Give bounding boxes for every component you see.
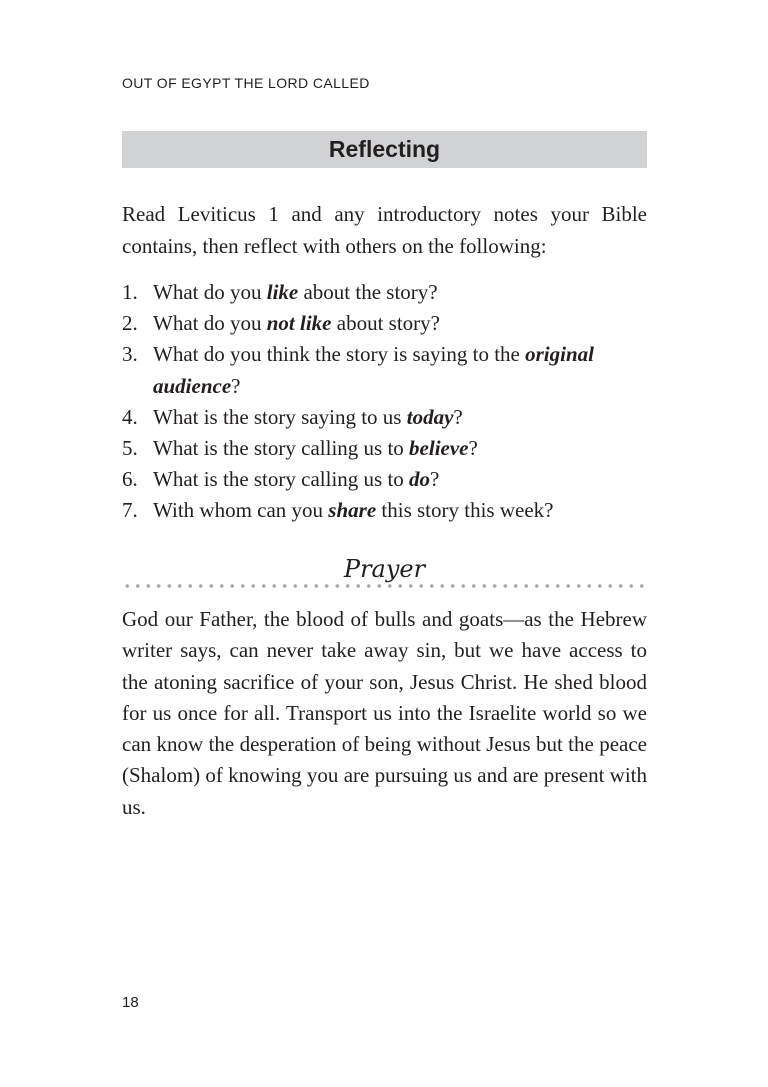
question-number: 7. [122,498,138,523]
list-item [122,433,647,464]
question-emphasis: do [409,467,431,492]
dotted-divider [122,584,647,588]
question-number: 3. [122,342,138,367]
list-item [122,308,647,339]
question-number: 2. [122,311,138,336]
question-emphasis: like [266,280,299,304]
running-head: OUT OF EGYPT THE LORD CALLED [122,75,370,91]
question-list [122,277,647,527]
question-text: What do you not like about story? [153,311,440,336]
list-item [122,495,647,526]
question-text: What do you like about the story? [153,280,438,304]
question-emphasis: original audience [153,342,594,398]
question-number: 5. [122,436,138,461]
question-emphasis: today [406,404,454,429]
question-text: What is the story saying to us today? [153,404,463,429]
list-item [122,464,647,495]
question-emphasis: share [328,498,377,523]
question-emphasis: believe [409,436,469,461]
question-text: What is the story calling us to believe? [153,436,478,461]
section-banner [122,131,647,168]
list-item [122,402,647,433]
section-title: Reflecting [328,136,441,162]
page-number: 18 [122,994,139,1011]
question-text: With whom can you share this story this week? [153,498,554,523]
question-number: 6. [122,467,138,492]
question-number: 4. [122,404,138,429]
question-text: What is the story calling us to do? [153,467,440,492]
list-item [122,277,647,308]
question-text: What do you think the story is saying to the original audience? [153,342,594,398]
prayer-heading [122,553,647,593]
question-number: 1. [122,280,138,304]
prayer-paragraph: God our Father, the blood of bulls and goats—as the Hebrew writer says, can never take away sin, but we have access to the atoning sacrifice of your son, Jesus Christ. He shed blood for us once for all. Transport us into the Israelite world so we can know the desperation of being without Jesus but the peace (Shalom) of knowing you are pursuing us and are present with us. [122,607,647,819]
list-item [122,339,647,401]
intro-paragraph: Read Leviticus 1 and any introductory notes your Bible contains, then reflect with others on the following: [122,202,647,258]
question-emphasis: not like [266,311,332,336]
prayer-title: Prayer [336,555,433,583]
